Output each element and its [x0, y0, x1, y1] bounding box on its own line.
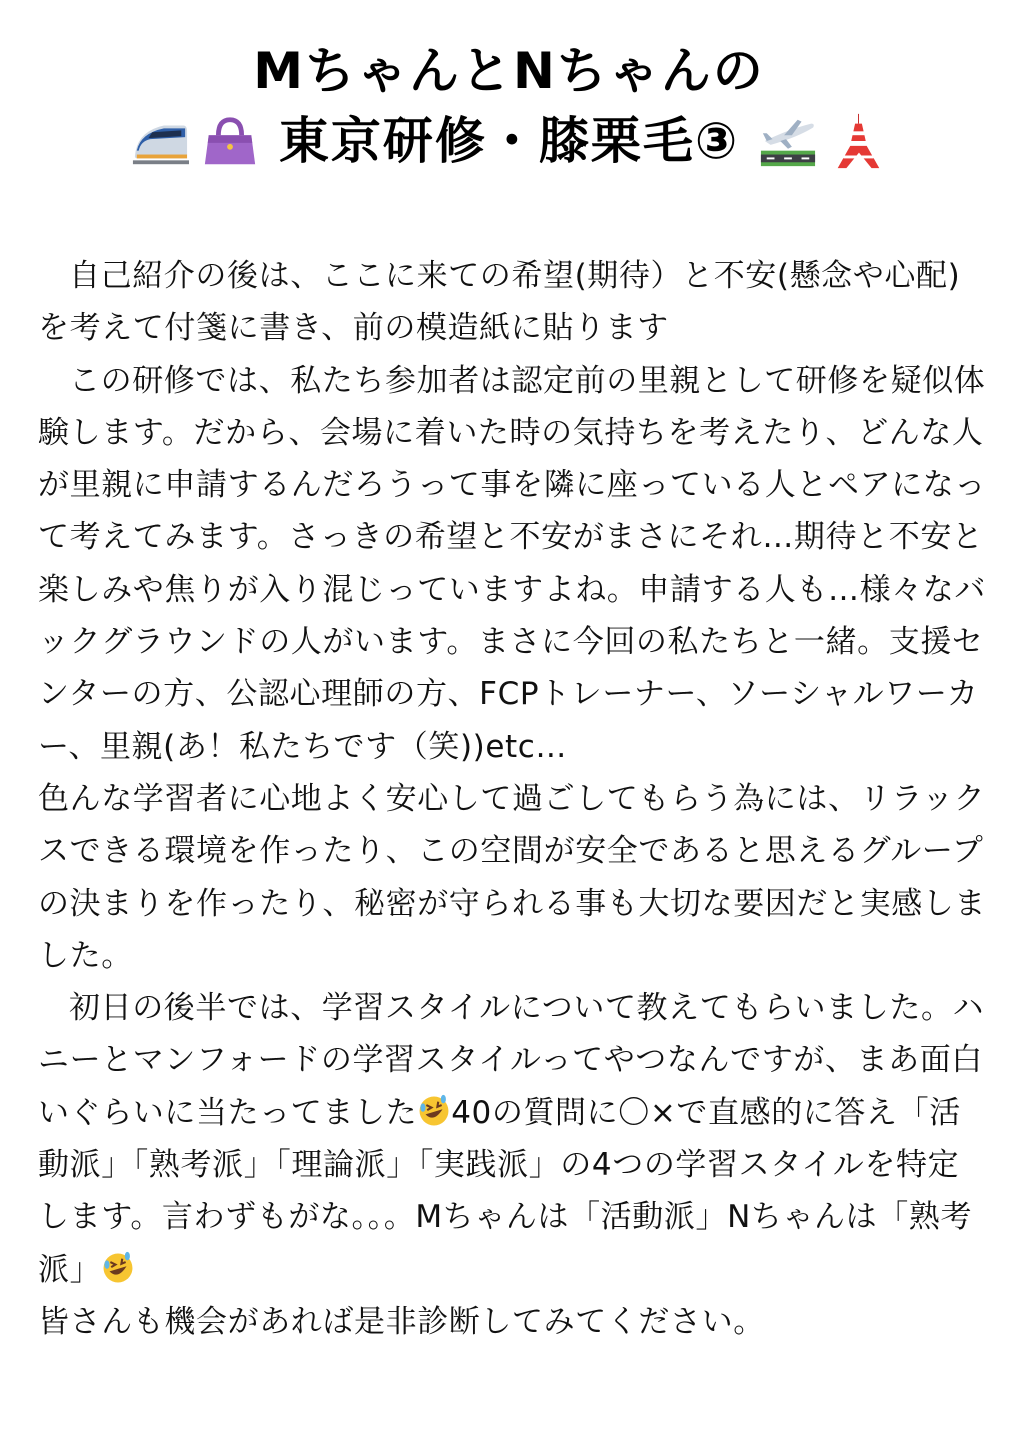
article-body — [38, 250, 988, 1348]
rolling-on-floor-laughing-icon — [101, 1251, 135, 1285]
paragraph-learning-styles — [38, 982, 988, 1348]
rolling-on-floor-laughing-icon — [417, 1094, 451, 1128]
title-block — [0, 38, 1018, 174]
paragraph-self-introduction: 自己紹介の後は、ここに来ての希望(期待）と不安(懸念や心配)を考えて付箋に書き、前の模造紙に貼ります — [38, 258, 961, 347]
learning-styles-text-a: 初日の後半では、学習スタイルについて教えてもらいました。ハニーとマンフォードの学習スタイルってやつなんですが、まあ面白いぐらいに当たってました — [38, 990, 985, 1131]
title-line-2-row — [0, 108, 1018, 174]
learning-styles-text-b: 40の質問に〇×で直感的に答え「活動派」「熟考派」「理論派」「実践派」の4つの学習スタイルを特定します。言わずもがな。。。Mちゃんは「活動派」Nちゃんは「熟考派」 — [38, 1094, 973, 1288]
paragraph-simulated-experience: この研修では、私たち参加者は認定前の里親として研修を疑似体験します。だから、会場に着いた時の気持ちを考えたり、どんな人が里親に申請するんだろうって事を隣に座っている人とペアになって考えてみます。さっきの希望と不安がまさにそれ…期待と不安と楽しみや焦りが入り混じっていますよね。申請する人も…様々なバックグラウンドの人がいます。まさに今回の私たちと一緒。支援センターの方、公認心理師の方、FCPトレーナー、ソーシャルワーカー、里親(あ！私たちです（笑))etc… — [38, 362, 986, 765]
purse-icon — [201, 112, 259, 170]
page-title: 東京研修・膝栗毛③ — [278, 112, 740, 170]
paragraph-learning-environment: 色んな学習者に心地よく安心して過ごしてもらう為には、リラックスできる環境を作ったり、この空間が安全であると思えるグループの決まりを作ったり、秘密が守られる事も大切な要因だと実感しました。 — [38, 780, 986, 974]
bullet-train-icon — [131, 112, 189, 170]
learning-styles-text-c: 皆さんも機会があれば是非診断してみてください。 — [38, 1303, 765, 1340]
tokyo-tower-icon — [829, 112, 887, 170]
airplane-departure-icon — [759, 112, 817, 170]
title-line-1: MちゃんとNちゃんの — [253, 42, 765, 100]
